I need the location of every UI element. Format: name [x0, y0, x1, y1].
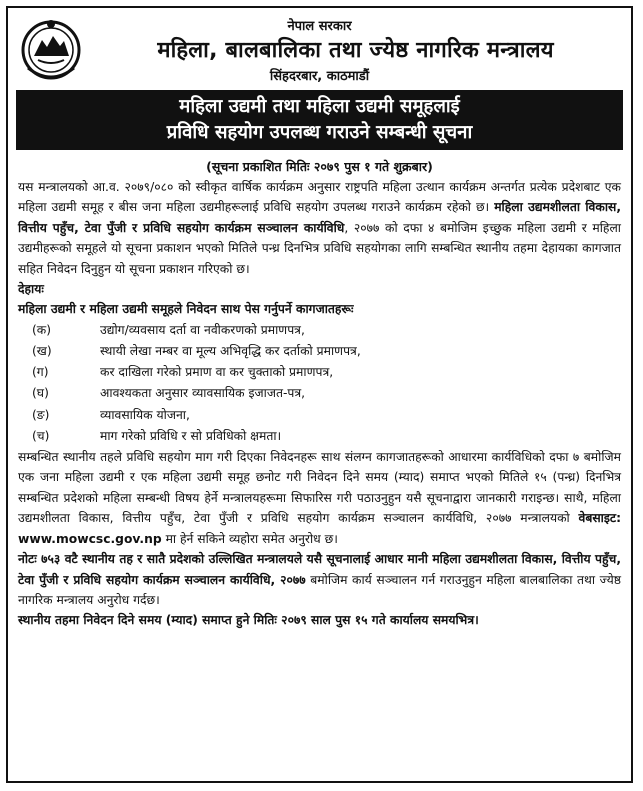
- list-item-marker: (क): [32, 322, 52, 337]
- notice-title-line-1: महिला उद्यमी तथा महिला उद्यमी समूहलाई: [179, 96, 460, 117]
- program-procedure-name: महिला उद्यमशीलता विकास, वित्तीय पहुँच, टेवा पुँजी र प्रविधि सहयोग कार्यक्रम सञ्चालन कार्यविधि: [18, 200, 621, 235]
- website-link[interactable]: www.mowcsc.gov.np: [18, 531, 162, 546]
- notice-header: [8, 8, 631, 90]
- list-item-text: स्थायी लेखा नम्बर वा मूल्य अभिवृद्धि कर दर्ताको प्रमाणपत्र,: [100, 344, 361, 359]
- recommendation-text: सम्बन्धित स्थानीय तहले प्रविधि सहयोग माग गरी दिएका निवेदनहरू साथ संलग्न कागजातहरूको आधारमा कार्यविधिको दफा ७ बमोजिम एक जना महिला उद्यमी र एक महिला उद्यमी समूह छनोट गरी निवेदन दिने समय (म्याद) समाप्त भएको मितिले १५ (पन्ध्र) दिनभित्र सम्बन्धित प्रदेशको महिला सम्बन्धी विषय हेर्ने मन्त्रालयहरूमा सिफारिस गरी पठाउनुहुन यसै सूचनाद्वारा जानकारी गराइन्छ। साथै, महिला उद्यमशीलता विकास, वित्तीय पहुँच, टेवा पुँजी र प्रविधि सहयोग कार्यक्रम सञ्चालन कार्यविधि, २०७७ मन्त्रालयको: [18, 450, 621, 526]
- documents-list: [18, 320, 621, 447]
- deadline-text: स्थानीय तहमा निवेदन दिने समय (म्याद) समाप्त हुने मितिः २०७९ साल पुस १५ गते कार्यालय समयभित्र।: [18, 613, 479, 628]
- publish-date: (सूचना प्रकाशित मितिः २०७९ पुस १ गते शुक्रबार): [206, 159, 433, 174]
- list-item: [18, 383, 621, 404]
- list-item-marker: (घ): [32, 386, 49, 401]
- government-name: नेपाल सरकार: [287, 19, 352, 34]
- list-item: [18, 405, 621, 426]
- notice-title-banner: [16, 90, 623, 150]
- list-item-marker: (च): [32, 428, 50, 443]
- list-item: [18, 341, 621, 362]
- intro-paragraph: [18, 177, 621, 279]
- note-bold-text: नोटः ७५३ वटै स्थानीय तह र सातै प्रदेशको उल्लिखित मन्त्रालयले यसै सूचनालाई आधार मानी महिला उद्यमशीलता विकास, वित्तीय पहुँच, टेवा पुँजी र प्रविधि सहयोग कार्यक्रम सञ्चालन कार्यविधि, २०७७: [18, 552, 621, 587]
- list-item: [18, 362, 621, 383]
- note-text: बमोजिम कार्य सञ्चालन गर्न गराउनुहुन महिला बालबालिका तथा ज्येष्ठ नागरिक मन्त्रालय अनुरोध गर्दछ।: [18, 572, 621, 607]
- list-item-marker: (ग): [32, 365, 49, 380]
- list-item-text: कर दाखिला गरेको प्रमाण वा कर चुक्ताको प्रमाणपत्र,: [100, 365, 334, 380]
- intro-text-continued: , २०७७ को दफा ४ बमोजिम इच्छुक महिला उद्यमी र महिला उद्यमीहरूको समूहले यो सूचना प्रकाशन भएको मितिले पन्ध्र दिनभित्र प्रविधि सहयोगका लागि सम्बन्धित स्थानीय तहमा देहायका कागजात सहित निवेदन दिनुहुन यो सूचना प्रकाशन गरिएको छ।: [18, 220, 621, 276]
- notice-body: [8, 175, 631, 631]
- list-item-text: व्यावसायिक योजना,: [100, 407, 190, 422]
- intro-text: यस मन्त्रालयको आ.व. २०७९/०८० को स्वीकृत वार्षिक कार्यक्रम अनुसार राष्ट्रपति महिला उत्थान कार्यक्रम अन्तर्गत प्रत्येक प्रदेशबाट एक महिला उद्यमी समूह र बीस जना महिला उद्यमीहरूलाई प्रविधि सहयोग उपलब्ध गराउने कार्यक्रम रहेको छ।: [18, 180, 621, 215]
- recommendation-tail: मा हेर्न सकिने व्यहोरा समेत अनुरोध छ।: [161, 531, 338, 546]
- recommendation-paragraph: सम्बन्धित स्थानीय तहले प्रविधि सहयोग माग गरी दिएका निवेदनहरू साथ संलग्न कागजातहरूको आधारमा कार्यविधिको दफा ७ बमोजिम एक जना महिला उद्यमी र एक महिला उद्यमी समूह छनोट गरी निवेदन दिने समय (म्याद) समाप्त भएको मितिले १५ (पन्ध्र) दिनभित्र सम्बन्धित प्रदेशको महिला सम्बन्धी विषय हेर्ने मन्त्रालयहरूमा सिफारिस गरी पठाउनुहुन यसै सूचनाद्वारा जानकारी गराइन्छ। साथै, महिला उद्यमशीलता विकास, वित्तीय पहुँच, टेवा पुँजी र प्रविधि सहयोग कार्यक्रम सञ्चालन कार्यविधि, २०७७ मन्त्रालयको वेबसाइट: www.mowcsc.gov.np मा हेर्न सकिने व्यहोरा समेत अनुरोध छ।: [18, 450, 621, 546]
- list-item-text: आवश्यकता अनुसार व्यावसायिक इजाजत-पत्र,: [100, 386, 306, 401]
- note-paragraph: [18, 549, 621, 610]
- list-item-text: माग गरेको प्रविधि र सो प्रविधिको क्षमता।: [100, 428, 282, 443]
- notice-frame: [6, 6, 633, 783]
- dehaya-label: देहायः: [18, 282, 44, 297]
- documents-heading: महिला उद्यमी र महिला उद्यमी समूहले निवेदन साथ पेस गर्नुपर्ने कागजातहरूः: [18, 302, 354, 317]
- list-item-marker: (ख): [32, 344, 52, 359]
- website-label: वेबसाइट: [578, 511, 617, 526]
- list-item: [18, 320, 621, 341]
- ministry-name: महिला, बालबालिका तथा ज्येष्ठ नागरिक मन्त्रालय: [157, 38, 554, 63]
- list-item-text: उद्योग/व्यवसाय दर्ता वा नवीकरणको प्रमाणपत्र,: [100, 322, 305, 337]
- list-item-marker: (ङ): [32, 407, 50, 422]
- ministry-address: सिंहदरबार, काठमाडौं: [269, 69, 370, 84]
- notice-title-line-2: प्रविधि सहयोग उपलब्ध गराउने सम्बन्धी सूचना: [166, 122, 473, 143]
- list-item: [18, 426, 621, 447]
